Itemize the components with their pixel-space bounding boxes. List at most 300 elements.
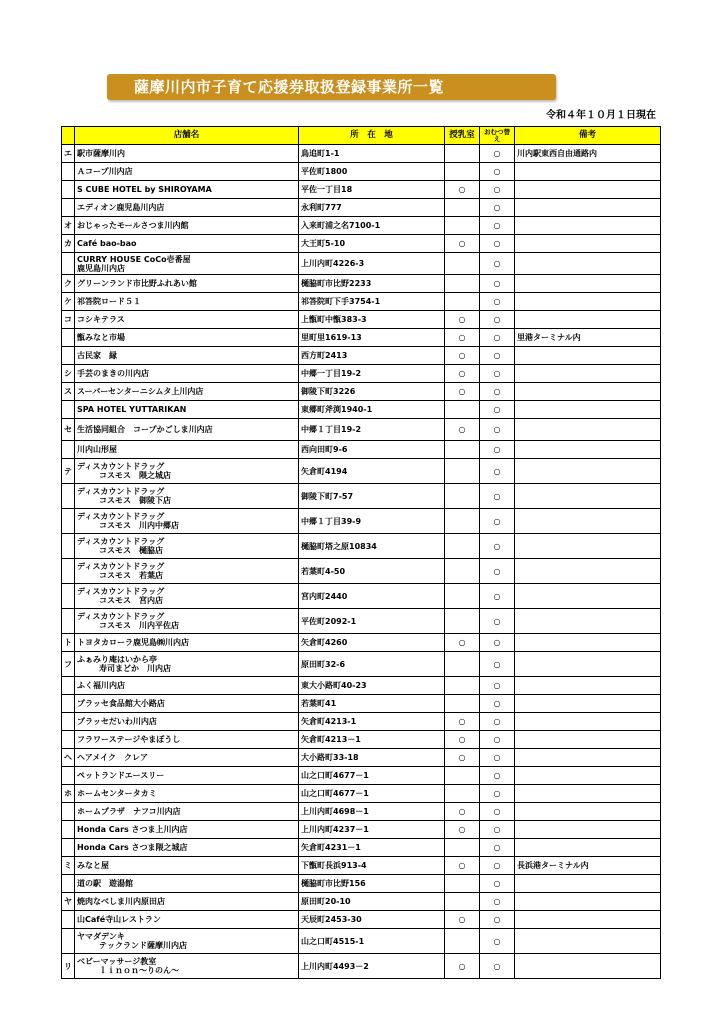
table-row [62, 145, 661, 163]
nursing-room-mark: ○ [445, 803, 480, 821]
table-row [62, 749, 661, 767]
store-name-line: ディスカウントドラッグ [77, 462, 165, 471]
table-row [62, 911, 661, 929]
kana-index [62, 609, 75, 634]
kana-index: ク [62, 275, 75, 293]
kana-index: ミ [62, 857, 75, 875]
diaper-change-mark: ○ [480, 311, 515, 329]
table-row [62, 534, 661, 559]
header-kana [62, 127, 75, 145]
store-name [75, 199, 299, 217]
store-name [75, 329, 299, 347]
header-nursing-room: 授乳室 [445, 127, 480, 145]
address: 里町里1619-13 [299, 329, 445, 347]
address: 平佐一丁目18 [299, 181, 445, 199]
address: 平佐町1800 [299, 163, 445, 181]
kana-index: ヤ [62, 893, 75, 911]
kana-index: リ [62, 954, 75, 979]
address: 中郷一丁目19-2 [299, 365, 445, 383]
kana-index: ホ [62, 785, 75, 803]
table-row [62, 484, 661, 509]
diaper-change-mark: ○ [480, 584, 515, 609]
diaper-change-mark: ○ [480, 559, 515, 584]
diaper-change-mark: ○ [480, 217, 515, 235]
store-name [75, 311, 299, 329]
table-row [62, 875, 661, 893]
nursing-room-mark: ○ [445, 365, 480, 383]
table-row [62, 441, 661, 459]
address: 西向田町9-6 [299, 441, 445, 459]
address: 若葉町4-50 [299, 559, 445, 584]
address: 下甑町長浜913-4 [299, 857, 445, 875]
note [515, 839, 661, 857]
address: 樋脇町市比野2233 [299, 275, 445, 293]
store-name-line: CURRY HOUSE CoCo壱番屋 [77, 254, 191, 264]
store-name-line: 古民家 縁 [77, 351, 117, 360]
nursing-room-mark [445, 441, 480, 459]
store-name [75, 839, 299, 857]
diaper-change-mark: ○ [480, 275, 515, 293]
table-row [62, 893, 661, 911]
note [515, 253, 661, 275]
store-name [75, 893, 299, 911]
kana-index [62, 803, 75, 821]
kana-index [62, 441, 75, 459]
kana-index: カ [62, 235, 75, 253]
nursing-room-mark [445, 839, 480, 857]
store-name [75, 459, 299, 484]
kana-index [62, 253, 75, 275]
table-row [62, 652, 661, 677]
table-row [62, 803, 661, 821]
note [515, 875, 661, 893]
diaper-change-mark: ○ [480, 199, 515, 217]
note: 里港ターミナル内 [515, 329, 661, 347]
nursing-room-mark [445, 534, 480, 559]
store-name-line: Ａコープ川内店 [77, 167, 133, 176]
address: 原田町32-6 [299, 652, 445, 677]
note [515, 954, 661, 979]
nursing-room-mark [445, 401, 480, 419]
diaper-change-mark: ○ [480, 347, 515, 365]
address: 山之口町4677－1 [299, 785, 445, 803]
table-row [62, 293, 661, 311]
store-name [75, 695, 299, 713]
nursing-room-mark [445, 785, 480, 803]
store-name-line: プラッセ食品館大小路店 [77, 699, 165, 708]
page-title: 薩摩川内市子育て応援券取扱登録事業所一覧 [134, 78, 445, 96]
table-row [62, 634, 661, 652]
table-row [62, 365, 661, 383]
store-name-line: コスモス 樋脇店 [99, 546, 163, 555]
store-name-line: 山Café寺山レストラン [77, 915, 161, 924]
diaper-change-mark: ○ [480, 785, 515, 803]
store-name [75, 911, 299, 929]
address: 原田町20-10 [299, 893, 445, 911]
kana-index [62, 509, 75, 534]
store-name-line: S CUBE HOTEL by SHIROYAMA [77, 185, 212, 194]
note [515, 929, 661, 954]
store-name-line: Café bao-bao [77, 239, 137, 248]
table-row [62, 311, 661, 329]
nursing-room-mark [445, 253, 480, 275]
note [515, 311, 661, 329]
note [515, 401, 661, 419]
store-name [75, 419, 299, 441]
table-row [62, 731, 661, 749]
table-body [62, 145, 661, 979]
store-name-line: コスモス 宮内店 [99, 596, 163, 605]
table-row [62, 383, 661, 401]
note [515, 275, 661, 293]
table-row [62, 695, 661, 713]
nursing-room-mark [445, 609, 480, 634]
diaper-change-mark: ○ [480, 875, 515, 893]
table-row [62, 329, 661, 347]
note [515, 559, 661, 584]
table-row [62, 253, 661, 275]
table-row [62, 559, 661, 584]
note: 長浜港ターミナル内 [515, 857, 661, 875]
diaper-change-mark: ○ [480, 484, 515, 509]
diaper-change-mark: ○ [480, 954, 515, 979]
kana-index: オ [62, 217, 75, 235]
kana-index [62, 911, 75, 929]
nursing-room-mark: ○ [445, 634, 480, 652]
kana-index [62, 929, 75, 954]
store-name [75, 401, 299, 419]
nursing-room-mark [445, 275, 480, 293]
note [515, 441, 661, 459]
store-name [75, 929, 299, 954]
nursing-room-mark [445, 929, 480, 954]
store-name-line: 手芸のまきの川内店 [77, 369, 149, 378]
diaper-change-mark: ○ [480, 767, 515, 785]
note [515, 484, 661, 509]
diaper-change-mark: ○ [480, 839, 515, 857]
address: 御陵下町3226 [299, 383, 445, 401]
diaper-change-mark: ○ [480, 163, 515, 181]
kana-index [62, 875, 75, 893]
diaper-change-mark: ○ [480, 534, 515, 559]
store-name [75, 803, 299, 821]
store-name-line: コシキテラス [77, 315, 125, 324]
note [515, 163, 661, 181]
address: 矢倉町4231－1 [299, 839, 445, 857]
store-name-line: プラッセだいわ川内店 [77, 717, 157, 726]
diaper-change-mark: ○ [480, 803, 515, 821]
store-name-line: SPA HOTEL YUTTARIKAN [77, 405, 187, 414]
kana-index: シ [62, 365, 75, 383]
store-name-line: 駅市薩摩川内 [77, 149, 125, 158]
diaper-change-mark: ○ [480, 749, 515, 767]
note: 川内駅東西自由通路内 [515, 145, 661, 163]
kana-index [62, 821, 75, 839]
store-name-line: 寿司まどか 川内店 [99, 664, 171, 673]
address: 鳥追町1-1 [299, 145, 445, 163]
store-name-line: Honda Cars さつま隈之城店 [77, 843, 188, 852]
table-row [62, 584, 661, 609]
kana-index [62, 713, 75, 731]
address: 入来町浦之名7100-1 [299, 217, 445, 235]
store-name-line: Honda Cars さつま上川内店 [77, 825, 188, 834]
store-name-line: ディスカウントドラッグ [77, 612, 165, 621]
nursing-room-mark [445, 217, 480, 235]
table-row [62, 235, 661, 253]
store-name [75, 347, 299, 365]
address: 矢倉町4194 [299, 459, 445, 484]
store-name [75, 584, 299, 609]
store-name-line: ヤマダデンキ [77, 932, 125, 941]
nursing-room-mark [445, 163, 480, 181]
table-row [62, 821, 661, 839]
store-name-line: ペットランドエースリー [77, 771, 165, 780]
address: 中郷１丁目39-9 [299, 509, 445, 534]
header-notes: 備考 [515, 127, 661, 145]
nursing-room-mark [445, 459, 480, 484]
kana-index [62, 347, 75, 365]
note [515, 293, 661, 311]
kana-index [62, 329, 75, 347]
nursing-room-mark [445, 695, 480, 713]
note [515, 347, 661, 365]
header-address: 所 在 地 [299, 127, 445, 145]
address: 上甑町中甑383-3 [299, 311, 445, 329]
table-row [62, 509, 661, 534]
address: 矢倉町4213－1 [299, 731, 445, 749]
store-name-line: コスモス 隈之城店 [99, 471, 171, 480]
nursing-room-mark: ○ [445, 311, 480, 329]
diaper-change-mark: ○ [480, 459, 515, 484]
store-name-line: フラワーステージやまぼうし [77, 735, 181, 744]
address: 平佐町2092-1 [299, 609, 445, 634]
kana-index [62, 534, 75, 559]
nursing-room-mark [445, 584, 480, 609]
kana-index [62, 731, 75, 749]
diaper-change-mark: ○ [480, 609, 515, 634]
kana-index [62, 695, 75, 713]
nursing-room-mark [445, 893, 480, 911]
store-name-line: 道の駅 遊湯館 [77, 879, 133, 888]
table-row [62, 163, 661, 181]
kana-index [62, 677, 75, 695]
note [515, 383, 661, 401]
address: 西方町2413 [299, 347, 445, 365]
nursing-room-mark: ○ [445, 383, 480, 401]
diaper-change-mark: ○ [480, 419, 515, 441]
diaper-change-mark: ○ [480, 677, 515, 695]
store-name-line: ホームプラザ ナフコ川内店 [77, 807, 181, 816]
address: 矢倉町4260 [299, 634, 445, 652]
kana-index: コ [62, 311, 75, 329]
nursing-room-mark: ○ [445, 235, 480, 253]
kana-index [62, 767, 75, 785]
kana-index: セ [62, 419, 75, 441]
diaper-change-mark: ○ [480, 293, 515, 311]
diaper-change-mark: ○ [480, 929, 515, 954]
store-name-line: コスモス 川内平佐店 [99, 621, 179, 630]
table-row [62, 275, 661, 293]
table-row [62, 217, 661, 235]
diaper-change-mark: ○ [480, 713, 515, 731]
address: 上川内町4237－1 [299, 821, 445, 839]
table-row [62, 459, 661, 484]
note [515, 911, 661, 929]
table-row [62, 713, 661, 731]
store-name-line: ディスカウントドラッグ [77, 537, 165, 546]
store-name [75, 677, 299, 695]
store-name [75, 652, 299, 677]
diaper-change-mark: ○ [480, 383, 515, 401]
store-name [75, 383, 299, 401]
address: 上川内町4493－2 [299, 954, 445, 979]
store-name-line: 鹿児島川内店 [77, 263, 125, 273]
nursing-room-mark: ○ [445, 954, 480, 979]
address: 宮内町2440 [299, 584, 445, 609]
note [515, 419, 661, 441]
registered-business-table [61, 126, 661, 979]
nursing-room-mark [445, 509, 480, 534]
note [515, 821, 661, 839]
diaper-change-mark: ○ [480, 401, 515, 419]
store-name-line: ｌｉｎｏｎ～りのん～ [99, 966, 179, 975]
address: 中郷１丁目19-2 [299, 419, 445, 441]
store-name [75, 821, 299, 839]
diaper-change-mark: ○ [480, 329, 515, 347]
nursing-room-mark [445, 484, 480, 509]
note [515, 609, 661, 634]
kana-index: ヘ [62, 749, 75, 767]
store-name [75, 785, 299, 803]
store-name-line: コスモス 御陵下店 [99, 496, 171, 505]
store-name-line: トヨタカローラ鹿児島㈱川内店 [77, 638, 189, 647]
kana-index [62, 163, 75, 181]
table-row [62, 419, 661, 441]
store-name [75, 767, 299, 785]
table-row [62, 857, 661, 875]
note [515, 459, 661, 484]
kana-index: フ [62, 652, 75, 677]
note [515, 634, 661, 652]
nursing-room-mark [445, 293, 480, 311]
table-row [62, 839, 661, 857]
store-name [75, 954, 299, 979]
address: 大小路町33-18 [299, 749, 445, 767]
kana-index [62, 181, 75, 199]
kana-index [62, 584, 75, 609]
store-name [75, 875, 299, 893]
store-name [75, 441, 299, 459]
nursing-room-mark: ○ [445, 329, 480, 347]
diaper-change-mark: ○ [480, 181, 515, 199]
diaper-change-mark: ○ [480, 893, 515, 911]
address: 山之口町4515-1 [299, 929, 445, 954]
store-name-line: 焼肉なべしま川内原田店 [77, 897, 165, 906]
store-name-line: エディオン鹿児島川内店 [77, 203, 165, 212]
nursing-room-mark: ○ [445, 181, 480, 199]
diaper-change-mark: ○ [480, 145, 515, 163]
header-diaper-change: おむつ替え [480, 127, 515, 145]
store-name-line: ベビーマッサージ教室 [77, 957, 157, 966]
store-name [75, 163, 299, 181]
store-name-line: ディスカウントドラッグ [77, 587, 165, 596]
address: 若葉町41 [299, 695, 445, 713]
store-name [75, 634, 299, 652]
store-name [75, 731, 299, 749]
note [515, 584, 661, 609]
address: 御陵下町7-57 [299, 484, 445, 509]
note [515, 509, 661, 534]
diaper-change-mark: ○ [480, 509, 515, 534]
address: 上川内町4698－1 [299, 803, 445, 821]
store-name-line: ヘアメイク クレア [77, 753, 148, 762]
note [515, 235, 661, 253]
note [515, 677, 661, 695]
store-name [75, 253, 299, 275]
store-name [75, 609, 299, 634]
nursing-room-mark: ○ [445, 419, 480, 441]
nursing-room-mark: ○ [445, 857, 480, 875]
note [515, 749, 661, 767]
kana-index: エ [62, 145, 75, 163]
store-name-line: テックランド薩摩川内店 [99, 941, 187, 950]
store-name [75, 749, 299, 767]
diaper-change-mark: ○ [480, 857, 515, 875]
table-row [62, 677, 661, 695]
address: 東大小路町40-23 [299, 677, 445, 695]
note [515, 893, 661, 911]
store-name [75, 534, 299, 559]
address: 樋脇町塔之原10834 [299, 534, 445, 559]
note [515, 803, 661, 821]
address: 天辰町2453-30 [299, 911, 445, 929]
address: 祁答院町下手3754-1 [299, 293, 445, 311]
address: 大王町5-10 [299, 235, 445, 253]
note [515, 199, 661, 217]
nursing-room-mark [445, 677, 480, 695]
header-store-name: 店舗名 [75, 127, 299, 145]
address: 矢倉町4213-1 [299, 713, 445, 731]
note [515, 181, 661, 199]
note [515, 785, 661, 803]
diaper-change-mark: ○ [480, 821, 515, 839]
table-row [62, 181, 661, 199]
store-name-line: おじゃったモールさつま川内館 [77, 221, 189, 230]
store-name-line: グリーンランド市比野ふれあい館 [77, 279, 197, 288]
store-name-line: 甑みなと市場 [77, 333, 125, 342]
store-name-line: コスモス 若葉店 [99, 571, 163, 580]
nursing-room-mark [445, 559, 480, 584]
store-name [75, 235, 299, 253]
diaper-change-mark: ○ [480, 731, 515, 749]
address: 山之口町4677－1 [299, 767, 445, 785]
nursing-room-mark [445, 767, 480, 785]
note [515, 695, 661, 713]
diaper-change-mark: ○ [480, 634, 515, 652]
store-name [75, 857, 299, 875]
nursing-room-mark [445, 875, 480, 893]
address: 永利町777 [299, 199, 445, 217]
store-name [75, 365, 299, 383]
note [515, 767, 661, 785]
kana-index: ケ [62, 293, 75, 311]
diaper-change-mark: ○ [480, 911, 515, 929]
store-name [75, 181, 299, 199]
address: 上川内町4226-3 [299, 253, 445, 275]
store-name [75, 275, 299, 293]
kana-index [62, 559, 75, 584]
nursing-room-mark [445, 145, 480, 163]
